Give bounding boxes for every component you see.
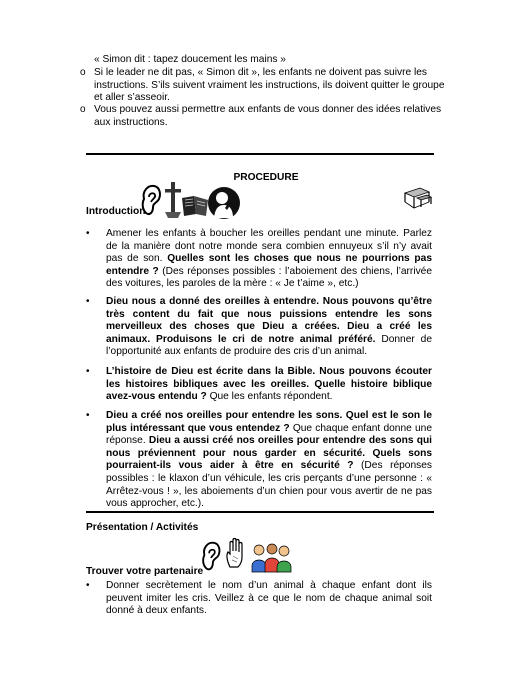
section-heading: Introduction (86, 206, 146, 217)
list-marker: o (80, 104, 86, 115)
children-group-icon (249, 542, 293, 574)
list-continuation: « Simon dit : tapez doucement les mains » (94, 54, 286, 65)
section-title: PROCEDURE (233, 172, 299, 183)
bullet-marker: • (86, 410, 90, 421)
bold-text: Dieu a créé nos oreilles pour entendre les sons. Quel est le son le plus intéressant que vous entendez ? (106, 410, 432, 434)
subheading: Trouver votre partenaire (86, 566, 204, 577)
ear-icon (200, 540, 222, 574)
section-divider (86, 511, 434, 513)
bold-text: Dieu nous a donné des oreilles à entendre. Nous pouvons qu’être très content du fait que nous puissions entendre les sons merveilleux des choses que Dieu a créées. Dieu a créé les animaux. Produisons le cri de notre animal préféré. (106, 296, 432, 345)
bold-text: Dieu a aussi créé nos oreilles pour entendre des sons qui nous préviennent pour nous garder en sécurité. Quels sons pourraient-ils vous aider à être en sécurité ? (106, 435, 432, 472)
list-marker: o (80, 67, 86, 78)
paragraph-text: Amener les enfants à boucher les oreilles pendant une minute. Parlez de la manière dont notre monde sera combien ennuyeux s’il n’y avait pas de son. (106, 228, 432, 265)
paragraph-text: Que chaque enfant donne une réponse. (106, 422, 433, 447)
paragraph-text: Que les enfants répondent. (206, 391, 333, 403)
hand-icon (225, 537, 247, 569)
praying-person-icon (207, 184, 241, 222)
paragraph-text: Donner secrètement le nom d’un animal à chaque enfant dont ils peuvent imiter les cris. Veillez à ce que le nom de chaque animal soit donné à deux enfants. (106, 580, 432, 617)
open-bible-icon (180, 188, 210, 218)
paragraph-text: (Des réponses possibles : l’aboiement des chiens, l’arrivée des voitures, les paroles de la mère : « Je t’aime », etc.) (106, 265, 433, 290)
list-item (86, 228, 433, 291)
section-heading: Présentation / Activités (86, 522, 199, 533)
bullet-marker: • (86, 366, 90, 377)
bold-text: L’histoire de Dieu est écrite dans la Bible. Nous pouvons écouter les histoires bibliques avec les oreilles. Quelle histoire biblique avez-vous entendu ? (106, 366, 432, 403)
list-item (80, 104, 446, 129)
list-item (86, 580, 432, 618)
list-item (86, 410, 433, 511)
bold-question: Quelles sont les choses que nous ne pourrions pas entendre ? (106, 253, 432, 277)
list-item (86, 366, 432, 404)
bullet-marker: • (86, 580, 90, 591)
list-item (80, 67, 446, 105)
list-item-text: Vous pouvez aussi permettre aux enfants de vous donner des idées relatives aux instructions. (94, 104, 442, 128)
school-desk-icon (403, 184, 433, 210)
list-item-text: Si le leader ne dit pas, « Simon dit », les enfants ne doivent pas suivre les instructions. S’ils suivent vraiment les instructions, ils doivent quitter le groupe et aller s’asseoir. (94, 67, 445, 104)
bullet-marker: • (86, 228, 90, 239)
bullet-marker: • (86, 296, 90, 307)
paragraph-text: Donner de l’opportunité aux enfants de produire des cris d’un animal. (106, 333, 432, 358)
paragraph-text: (Des réponses possibles : le klaxon d’un véhicule, les cris perçants d’une personne : « Arrêtez-vous ! », les aboiements d’un chien pour vous avertir de ne pas vous approcher, etc.). (106, 460, 432, 510)
section-divider (86, 153, 434, 155)
list-item (86, 296, 432, 359)
